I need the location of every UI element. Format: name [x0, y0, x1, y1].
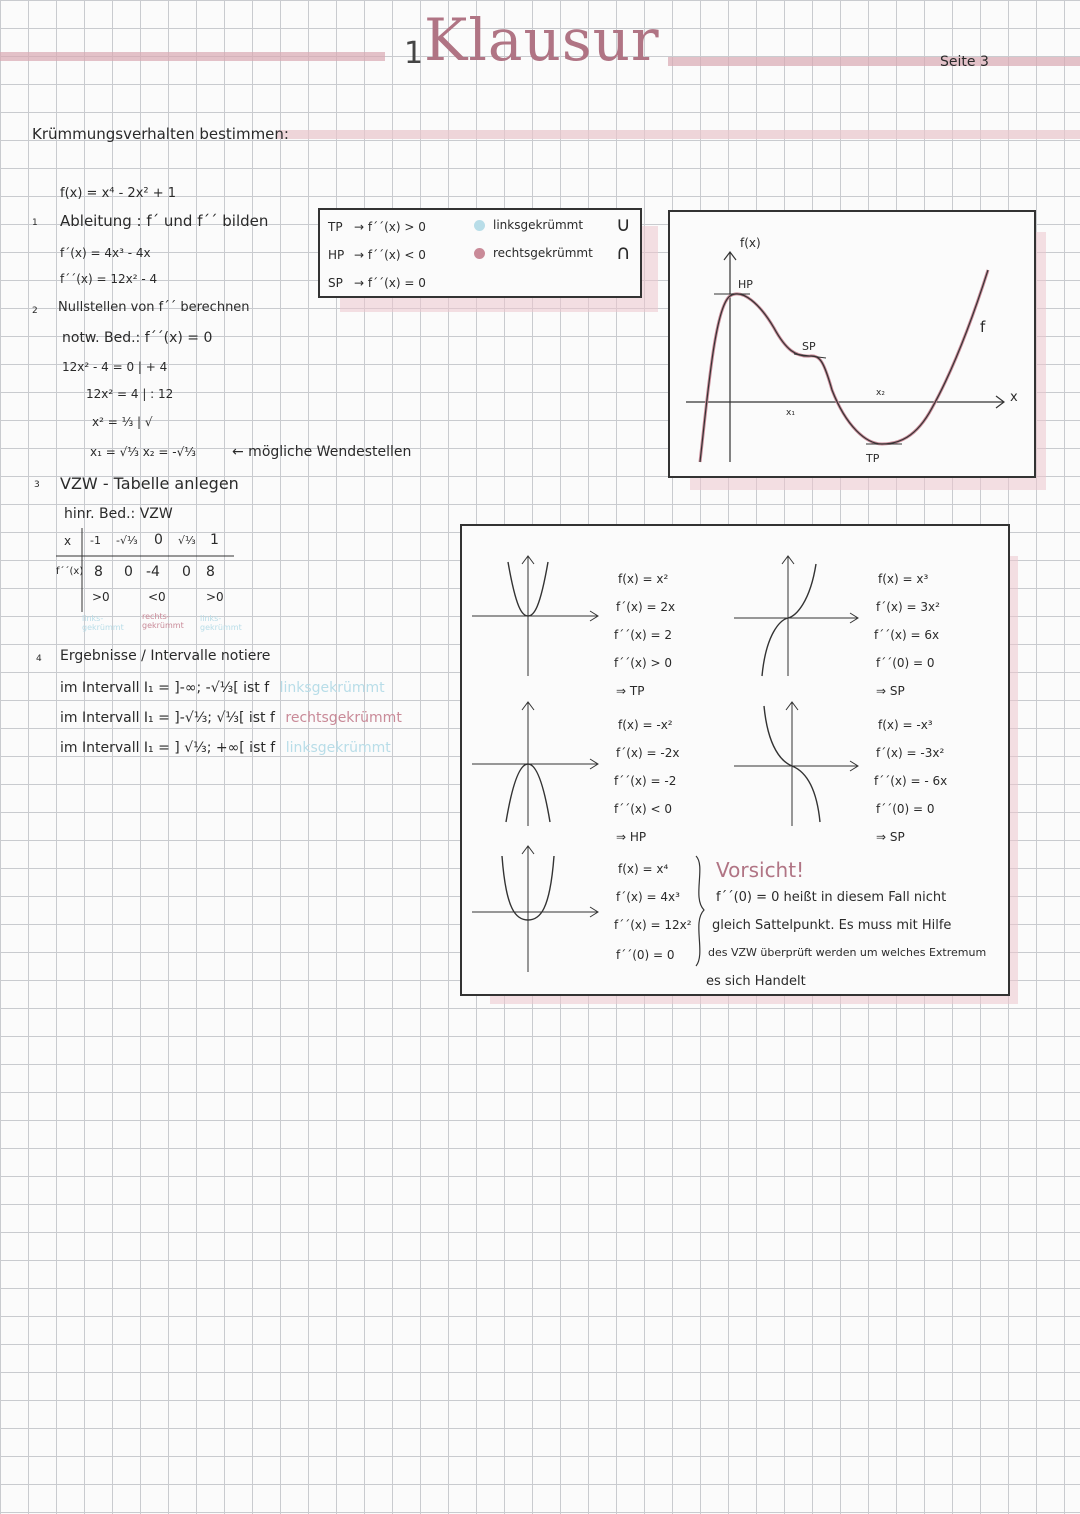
legend-key-tp: TP — [328, 220, 343, 234]
example-line: f´´(x) = 12x² — [614, 918, 692, 932]
brace-icon — [696, 856, 704, 966]
vzw-sign: <0 — [148, 590, 166, 604]
legend-left-curved — [474, 218, 583, 232]
example-line: f´(x) = 2x — [616, 600, 676, 614]
example-line: f´´(0) = 0 — [616, 948, 675, 962]
example-line: f(x) = -x³ — [878, 718, 933, 732]
title-number: 1 — [404, 36, 424, 71]
legend-right-label: rechtsgekrümmt — [493, 246, 593, 260]
necessary-condition: notw. Bed.: f´´(x) = 0 — [62, 330, 213, 346]
header-band-right — [668, 57, 1080, 66]
interval-result: linksgekrümmt — [285, 740, 391, 756]
parabola-down-graph — [472, 702, 598, 826]
legend-key-hp: HP — [328, 248, 345, 262]
legend-key-sp: SP — [328, 276, 343, 290]
example-line: ⇒ TP — [616, 684, 645, 698]
interval-text: im Intervall I₁ = ]-∞; -√⅓[ ist f — [60, 680, 270, 696]
section-heading: Krümmungsverhalten bestimmen: — [32, 125, 289, 143]
example-line: f´´(x) < 0 — [614, 802, 673, 816]
interval-text: im Intervall I₁ = ] √⅓; +∞[ ist f — [60, 740, 276, 756]
page-title — [394, 2, 674, 90]
possible-inflection-note: ← mögliche Wendestellen — [232, 444, 412, 460]
example-line: f´(x) = 3x² — [876, 600, 940, 614]
second-derivative: f´´(x) = 12x² - 4 — [60, 272, 158, 286]
example-line: ⇒ SP — [876, 830, 905, 844]
graph-box — [668, 210, 1036, 478]
negative-cubic-graph — [734, 702, 858, 826]
example-line: f´´(x) > 0 — [614, 656, 673, 670]
caution-line: es sich Handelt — [706, 974, 806, 989]
step-1-text: Ableitung : f´ und f´´ bilden — [60, 212, 269, 230]
vzw-sign: >0 — [206, 590, 224, 604]
interval-row-1 — [60, 680, 385, 696]
interval-row-2 — [60, 710, 402, 726]
vzw-fpp-label: f´´(x) — [56, 566, 84, 577]
vzw-note: links-gekrümmt — [82, 614, 124, 632]
step-number-2: 2 — [32, 306, 38, 316]
vzw-x-label: x — [64, 534, 72, 548]
example-line: f(x) = x⁴ — [618, 862, 669, 876]
example-line: ⇒ HP — [616, 830, 647, 844]
example-line: f´´(x) = - 6x — [874, 774, 948, 788]
vzw-x-value: -√⅓ — [116, 534, 138, 547]
vzw-note: links-gekrümmt — [200, 614, 242, 632]
sufficient-condition: hinr. Bed.: VZW — [64, 506, 173, 522]
vzw-fpp-value: -4 — [146, 564, 160, 580]
example-line: f´´(x) = 2 — [614, 628, 673, 642]
example-line: f(x) = x³ — [878, 572, 929, 586]
first-derivative: f´(x) = 4x³ - 4x — [60, 246, 151, 260]
vzw-sign: >0 — [92, 590, 110, 604]
curve-highlight — [700, 270, 988, 462]
step-number-4: 4 — [36, 654, 42, 664]
calc-line-2: 12x² = 4 | : 12 — [86, 387, 174, 401]
graph-y-label: f(x) — [740, 236, 761, 250]
vzw-x-value: 1 — [210, 532, 219, 548]
vzw-x-value: √⅓ — [178, 534, 196, 547]
caution-line: gleich Sattelpunkt. Es muss mit Hilfe — [712, 918, 952, 933]
graph-curve-label: f — [980, 318, 986, 336]
function-curve — [700, 270, 988, 462]
title-word: Klausur — [424, 6, 660, 74]
legend-cond-hp: → f´´(x) < 0 — [354, 248, 426, 262]
legend-right-curved — [474, 246, 593, 260]
graph-x2-label: x₂ — [876, 388, 885, 398]
graph-sp-label: SP — [802, 340, 816, 353]
example-line: f´´(0) = 0 — [876, 656, 935, 670]
vzw-fpp-value: 8 — [94, 564, 103, 580]
example-line: f´(x) = 4x³ — [616, 890, 680, 904]
legend-cond-sp: → f´´(x) = 0 — [354, 276, 426, 290]
vzw-fpp-value: 0 — [124, 564, 133, 580]
vzw-fpp-value: 8 — [206, 564, 215, 580]
caution-line: des VZW überprüft werden um welches Extremum — [708, 946, 987, 959]
cup-symbol-icon: ∪ — [616, 212, 631, 236]
vzw-note: rechts-gekrümmt — [142, 612, 184, 630]
example-line: ⇒ SP — [876, 684, 905, 698]
legend-cond-tp: → f´´(x) > 0 — [354, 220, 426, 234]
legend-left-label: linksgekrümmt — [493, 218, 584, 232]
step-2-text: Nullstellen von f´´ berechnen — [58, 300, 250, 315]
step-number-1: 1 — [32, 218, 38, 228]
quartic-graph — [472, 846, 598, 972]
example-line: f(x) = -x² — [618, 718, 673, 732]
graph-hp-label: HP — [738, 278, 753, 291]
interval-result: linksgekrümmt — [279, 680, 385, 696]
page-number: Seite 3 — [940, 54, 989, 70]
pink-dot-icon — [474, 248, 485, 259]
interval-text: im Intervall I₁ = ]-√⅓; √⅓[ ist f — [60, 710, 275, 726]
caution-title: Vorsicht! — [716, 858, 805, 882]
cap-symbol-icon: ∩ — [616, 240, 631, 264]
function-definition: f(x) = x⁴ - 2x² + 1 — [60, 186, 177, 201]
graph-x1-label: x₁ — [786, 408, 795, 418]
vzw-table — [56, 528, 242, 640]
examples-box — [460, 524, 1010, 996]
example-line: f(x) = x² — [618, 572, 669, 586]
calc-line-1: 12x² - 4 = 0 | + 4 — [62, 360, 168, 374]
legend-box — [318, 208, 642, 298]
interval-row-3 — [60, 740, 391, 756]
parabola-up-graph — [472, 556, 598, 676]
step-number-3: 3 — [34, 480, 40, 490]
calc-line-3: x² = ⅓ | √ — [92, 415, 153, 429]
example-line: f´´(x) = -2 — [614, 774, 677, 788]
graph-tp-label: TP — [866, 452, 880, 465]
function-graph — [670, 212, 1034, 476]
calc-line-4: x₁ = √⅓ x₂ = -√⅓ — [90, 445, 196, 459]
light-blue-dot-icon — [474, 220, 485, 231]
cubic-graph — [734, 556, 858, 676]
step-3-text: VZW - Tabelle anlegen — [60, 474, 239, 493]
graph-x-label: x — [1010, 390, 1018, 405]
step-4-text: Ergebnisse / Intervalle notiere — [60, 648, 271, 664]
example-line: f´´(0) = 0 — [876, 802, 935, 816]
vzw-x-value: -1 — [90, 534, 101, 547]
example-line: f´(x) = -3x² — [876, 746, 945, 760]
example-line: f´´(x) = 6x — [874, 628, 940, 642]
header-band-left — [0, 52, 385, 61]
vzw-x-value: 0 — [154, 532, 163, 548]
example-line: f´(x) = -2x — [616, 746, 680, 760]
interval-result: rechtsgekrümmt — [285, 710, 402, 726]
vzw-fpp-value: 0 — [182, 564, 191, 580]
caution-line: f´´(0) = 0 heißt in diesem Fall nicht — [716, 890, 947, 905]
heading-band — [276, 130, 1080, 139]
